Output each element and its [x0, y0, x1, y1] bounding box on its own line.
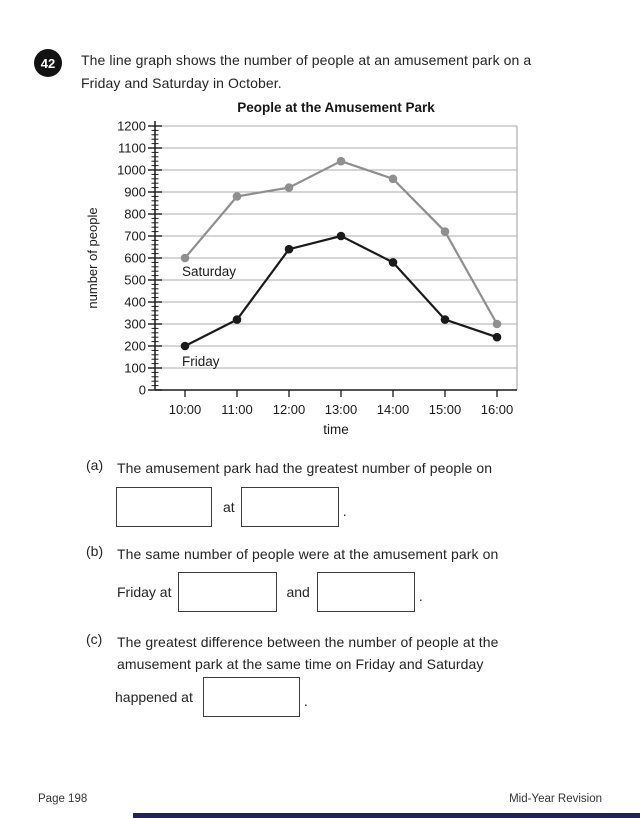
friday-line — [185, 236, 497, 346]
friday-point — [233, 315, 242, 324]
y-tick-label: 600 — [124, 250, 146, 266]
line-chart — [85, 96, 545, 446]
question-intro — [81, 49, 601, 94]
y-tick-label: 800 — [124, 206, 146, 222]
page-number: Page 198 — [38, 793, 88, 805]
question-b-period: . — [418, 588, 423, 604]
question-c-line-2: amusement park at the same time on Friday and Saturday — [117, 656, 484, 672]
y-tick-label: 0 — [138, 382, 146, 398]
question-c-line-1: The greatest difference between the number of people at the — [117, 634, 499, 650]
question-number-badge — [34, 49, 62, 77]
x-tick-label: 13:00 — [324, 402, 358, 417]
question-c-pre-word: happened at — [115, 689, 193, 705]
line-chart-svg — [85, 96, 545, 446]
question-number: 42 — [40, 55, 56, 71]
y-axis-title: number of people — [85, 207, 100, 309]
question-a-answer-row — [116, 487, 347, 527]
x-axis-title: time — [323, 422, 349, 437]
question-a-label: (a) — [86, 457, 104, 473]
y-tick-label: 1200 — [117, 118, 146, 134]
x-tick-label: 14:00 — [376, 402, 410, 417]
question-b-label: (b) — [86, 543, 104, 559]
y-tick-label: 700 — [124, 228, 146, 244]
answer-box-b-time-1[interactable] — [178, 572, 277, 612]
intro-line-1: The line graph shows the number of people at an amusement park on a — [81, 52, 532, 68]
question-b-text: The same number of people were at the amusement park on — [117, 546, 499, 562]
question-b-mid-word: and — [286, 584, 310, 600]
intro-line-2: Friday and Saturday in October. — [81, 74, 282, 91]
question-a-mid-word: at — [223, 499, 235, 515]
question-c-period: . — [303, 693, 308, 709]
friday-point — [181, 342, 190, 351]
x-tick-label: 15:00 — [428, 402, 462, 417]
y-tick-label: 300 — [124, 316, 146, 332]
section-name: Mid-Year Revision — [509, 793, 602, 805]
answer-box-b-time-2[interactable] — [317, 572, 415, 612]
saturday-point — [285, 183, 294, 192]
friday-point — [389, 258, 398, 267]
answer-box-a-day[interactable] — [116, 487, 212, 527]
friday-point — [285, 245, 294, 254]
saturday-point — [181, 254, 190, 263]
saturday-line — [185, 161, 497, 324]
answer-box-c-time[interactable] — [203, 677, 300, 717]
x-tick-label: 16:00 — [480, 402, 514, 417]
question-a-period: . — [342, 503, 347, 519]
saturday-point — [389, 175, 398, 184]
friday-series-label: Friday — [182, 354, 220, 369]
y-tick-label: 500 — [124, 272, 146, 288]
y-tick-label: 900 — [124, 184, 146, 200]
saturday-series-label: Saturday — [182, 264, 237, 279]
saturday-point — [233, 192, 242, 201]
question-c-answer-row — [115, 677, 308, 717]
friday-point — [441, 315, 450, 324]
y-tick-label: 200 — [124, 338, 146, 354]
y-tick-label: 400 — [124, 294, 146, 310]
x-tick-label: 10:00 — [168, 402, 202, 417]
y-tick-label: 1100 — [118, 140, 146, 156]
question-c-label: (c) — [86, 631, 103, 647]
x-tick-label: 12:00 — [272, 402, 306, 417]
friday-point — [493, 333, 502, 342]
saturday-point — [337, 157, 346, 166]
page-edge-bar — [133, 813, 640, 818]
question-a-text: The amusement park had the greatest number of people on — [117, 460, 493, 476]
question-b-pre-word: Friday at — [117, 584, 172, 600]
answer-box-a-time[interactable] — [241, 487, 339, 527]
saturday-point — [441, 227, 450, 236]
y-tick-label: 100 — [124, 360, 146, 376]
y-tick-label: 1000 — [117, 162, 146, 178]
x-tick-label: 11:00 — [221, 402, 253, 417]
chart-title: People at the Amusement Park — [237, 100, 435, 115]
question-b-answer-row — [117, 572, 423, 612]
friday-point — [337, 232, 346, 241]
saturday-point — [493, 320, 502, 329]
question-c-text — [117, 631, 597, 675]
